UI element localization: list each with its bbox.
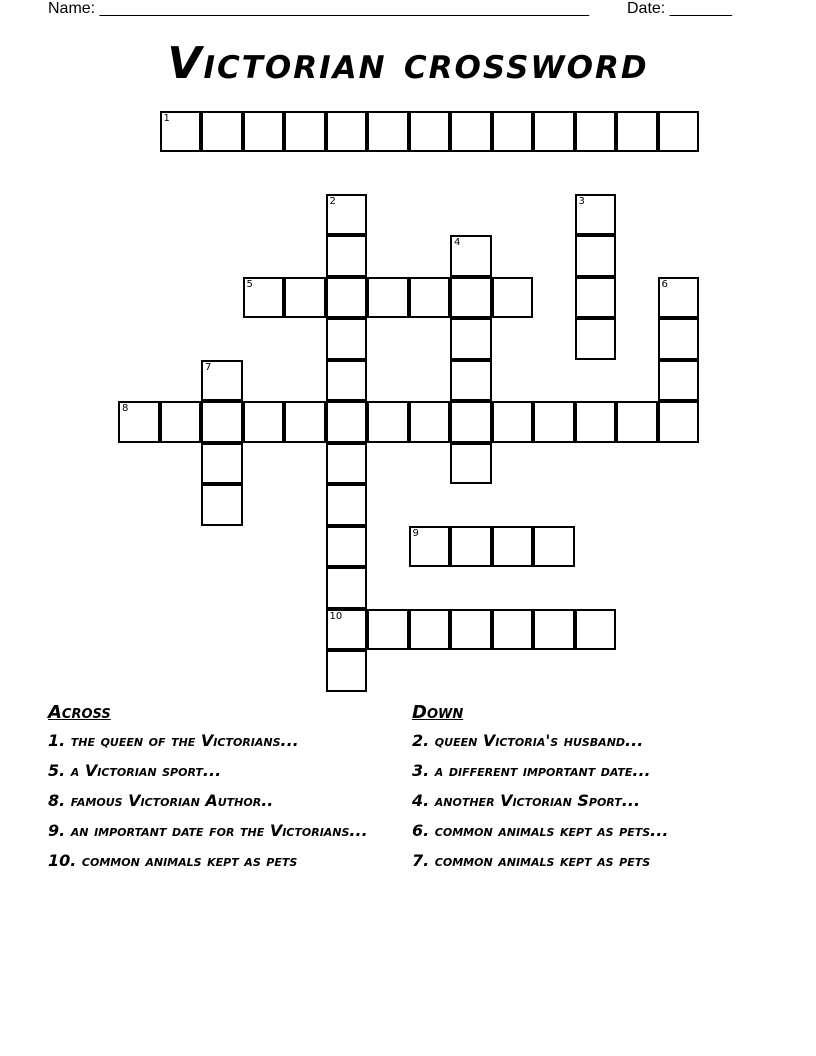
grid-cell[interactable] (367, 401, 409, 443)
grid-cell[interactable] (409, 526, 451, 568)
clue-number: 2 (329, 195, 336, 207)
grid-cell[interactable] (450, 235, 492, 277)
grid-cell[interactable] (326, 650, 368, 692)
page-title: Victorian crossword (167, 38, 649, 89)
grid-cell[interactable] (326, 526, 368, 568)
grid-cell[interactable] (658, 111, 700, 153)
grid-cell[interactable] (409, 111, 451, 153)
grid-cell[interactable] (326, 401, 368, 443)
grid-cell[interactable] (201, 443, 243, 485)
grid-cell[interactable] (492, 609, 534, 651)
grid-cell[interactable] (284, 111, 326, 153)
grid-cell[interactable] (201, 111, 243, 153)
down-clues (412, 702, 752, 880)
grid-cell[interactable] (450, 609, 492, 651)
grid-cell[interactable] (450, 360, 492, 402)
grid-cell[interactable] (326, 111, 368, 153)
grid-cell[interactable] (533, 609, 575, 651)
grid-cell[interactable] (326, 194, 368, 236)
grid-cell[interactable] (284, 401, 326, 443)
date-field[interactable]: Date: _______ (627, 0, 732, 17)
clue-number: 8 (122, 403, 129, 414)
grid-cell[interactable] (326, 277, 368, 319)
grid-cell[interactable] (326, 484, 368, 526)
grid-cell[interactable] (326, 318, 368, 360)
clue-across-9: 9. an important date for the Victorians... (48, 821, 368, 840)
clue-across-1: 1. the queen of the Victorians... (48, 731, 299, 750)
grid-cell[interactable] (575, 277, 617, 319)
grid-cell[interactable] (492, 401, 534, 443)
grid-cell[interactable] (658, 401, 700, 443)
grid-cell[interactable] (533, 401, 575, 443)
grid-cell[interactable] (533, 111, 575, 153)
grid-cell[interactable] (658, 360, 700, 402)
grid-cell[interactable] (450, 401, 492, 443)
grid-cell[interactable] (409, 277, 451, 319)
clue-down-6: 6. common animals kept as pets... (412, 821, 669, 840)
grid-cell[interactable] (160, 111, 202, 153)
grid-cell[interactable] (450, 443, 492, 485)
grid-cell[interactable] (658, 318, 700, 360)
grid-cell[interactable] (492, 277, 534, 319)
grid-cell[interactable] (326, 235, 368, 277)
grid-cell[interactable] (243, 401, 285, 443)
grid-cell[interactable] (616, 401, 658, 443)
grid-cell[interactable] (450, 277, 492, 319)
grid-cell[interactable] (575, 235, 617, 277)
grid-cell[interactable] (450, 318, 492, 360)
grid-cell[interactable] (533, 526, 575, 568)
clue-number: 10 (329, 610, 343, 622)
clue-across-10: 10. common animals kept as pets (48, 851, 298, 870)
grid-cell[interactable] (326, 567, 368, 609)
grid-cell[interactable] (450, 526, 492, 568)
clue-number: 5 (246, 278, 253, 290)
grid-cell[interactable] (658, 277, 700, 319)
grid-cell[interactable] (575, 111, 617, 153)
clue-down-7: 7. common animals kept as pets (412, 851, 651, 870)
name-field[interactable]: Name: _______________________________________________________ (48, 0, 589, 17)
grid-cell[interactable] (409, 401, 451, 443)
grid-cell[interactable] (575, 318, 617, 360)
clue-number: 6 (661, 278, 668, 290)
grid-cell[interactable] (575, 401, 617, 443)
grid-cell[interactable] (492, 111, 534, 153)
clue-down-4: 4. another Victorian Sport... (412, 791, 641, 810)
grid-cell[interactable] (450, 111, 492, 153)
grid-cell[interactable] (201, 484, 243, 526)
clue-number: 4 (454, 237, 461, 248)
grid-cell[interactable] (160, 401, 202, 443)
down-heading: Down (412, 702, 464, 723)
across-clues (48, 702, 388, 880)
grid-cell[interactable] (616, 111, 658, 153)
grid-cell[interactable] (326, 443, 368, 485)
grid-cell[interactable] (326, 609, 368, 651)
clue-number: 3 (578, 195, 585, 207)
grid-cell[interactable] (575, 194, 617, 236)
clue-number: 1 (163, 112, 170, 124)
grid-cell[interactable] (118, 401, 160, 443)
clue-down-3: 3. a different important date... (412, 761, 651, 780)
clue-across-8: 8. famous Victorian Author.. (48, 791, 274, 810)
grid-cell[interactable] (201, 360, 243, 402)
grid-cell[interactable] (243, 111, 285, 153)
grid-cell[interactable] (492, 526, 534, 568)
grid-cell[interactable] (409, 609, 451, 651)
grid-cell[interactable] (243, 277, 285, 319)
grid-cell[interactable] (575, 609, 617, 651)
grid-cell[interactable] (367, 111, 409, 153)
grid-cell[interactable] (367, 277, 409, 319)
grid-cell[interactable] (284, 277, 326, 319)
clue-across-5: 5. a Victorian sport... (48, 761, 222, 780)
grid-cell[interactable] (367, 609, 409, 651)
grid-cell[interactable] (201, 401, 243, 443)
across-heading: Across (48, 702, 111, 723)
clue-number: 9 (412, 527, 419, 539)
clue-number: 7 (205, 361, 212, 373)
clue-down-2: 2. queen Victoria's husband... (412, 731, 644, 750)
grid-cell[interactable] (326, 360, 368, 402)
